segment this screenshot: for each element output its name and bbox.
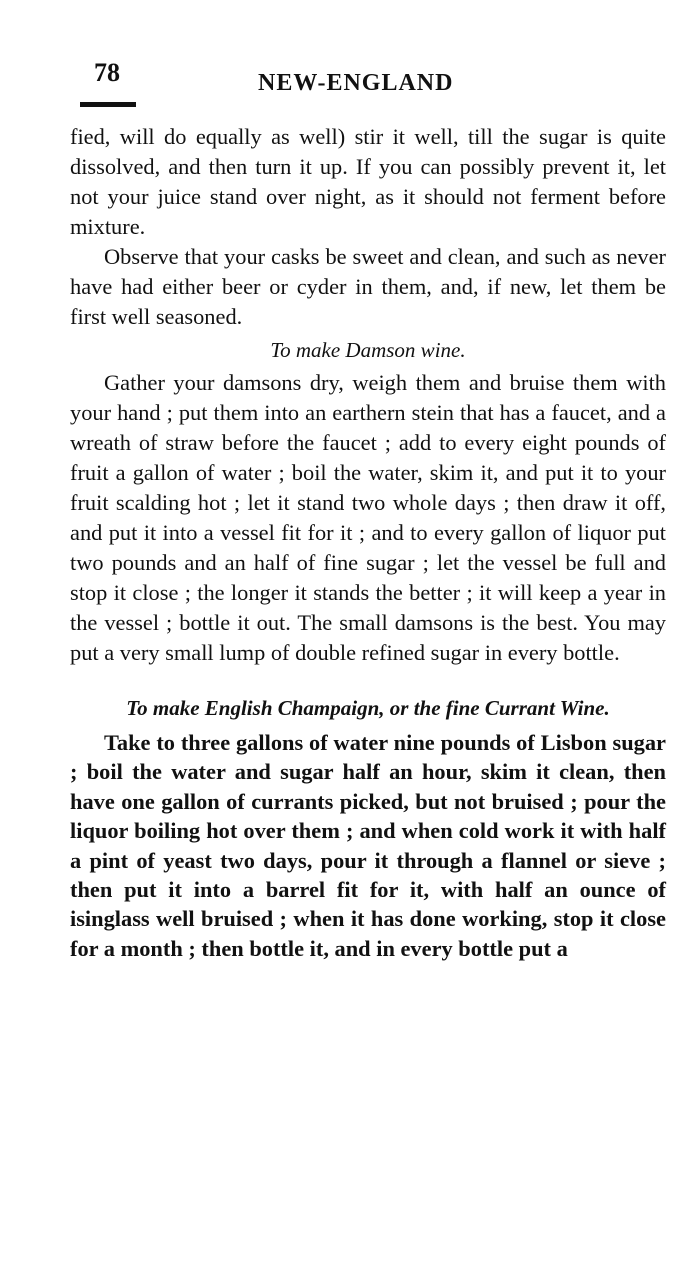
- running-title: NEW-ENGLAND: [258, 70, 454, 96]
- recipe-heading-english-champaign: To make English Champaign, or the fine Currant Wine.: [126, 696, 610, 720]
- header-rule: [80, 102, 136, 107]
- recipe-body-damson-wine: Gather your damsons dry, weigh them and bruise them with your hand ; put them into an earthern stein that has a faucet, and a wreath of straw before the faucet ; add to every eight pounds of fruit a gallon of water ; boil the water, skim it, and put it to your fruit scalding hot ; let it stand two whole days ; then draw it off, and put it into a vessel fit for it ; and to every gallon of liquor put two pounds and an half of fine sugar ; let the vessel be full and stop it close ; the longer it stands the better ; it will keep a year in the vessel ; bottle it out. The small damsons is the best. You may put a very small lump of double refined sugar in every bottle.: [70, 370, 666, 665]
- page-number: 78: [94, 58, 120, 87]
- recipe-heading-damson-wine: To make Damson wine.: [270, 338, 466, 362]
- paragraph-continued: fied, will do equally as well) stir it well, till the sugar is quite dissolved, and then turn it up. If you can possibly prevent it, let not your juice stand over night, as it should not ferment before mixture.: [70, 124, 666, 239]
- body-text: [70, 122, 666, 963]
- running-head: [78, 58, 668, 108]
- recipe-body-english-champaign: Take to three gallons of water nine pounds of Lisbon sugar ; boil the water and sugar half an hour, skim it clean, then have one gallon of currants picked, but not bruised ; pour the liquor boiling hot over them ; and when cold work it with half a pint of yeast two days, pour it through a flannel or sieve ; then put it into a barrel fit for it, with half an ounce of isinglass well bruised ; when it has done working, stop it close for a month ; then bottle it, and in every bottle put a: [70, 730, 666, 961]
- paragraph-casks: Observe that your casks be sweet and clean, and such as never have had either beer or cyder in them, and, if new, let them be first well seasoned.: [70, 244, 666, 329]
